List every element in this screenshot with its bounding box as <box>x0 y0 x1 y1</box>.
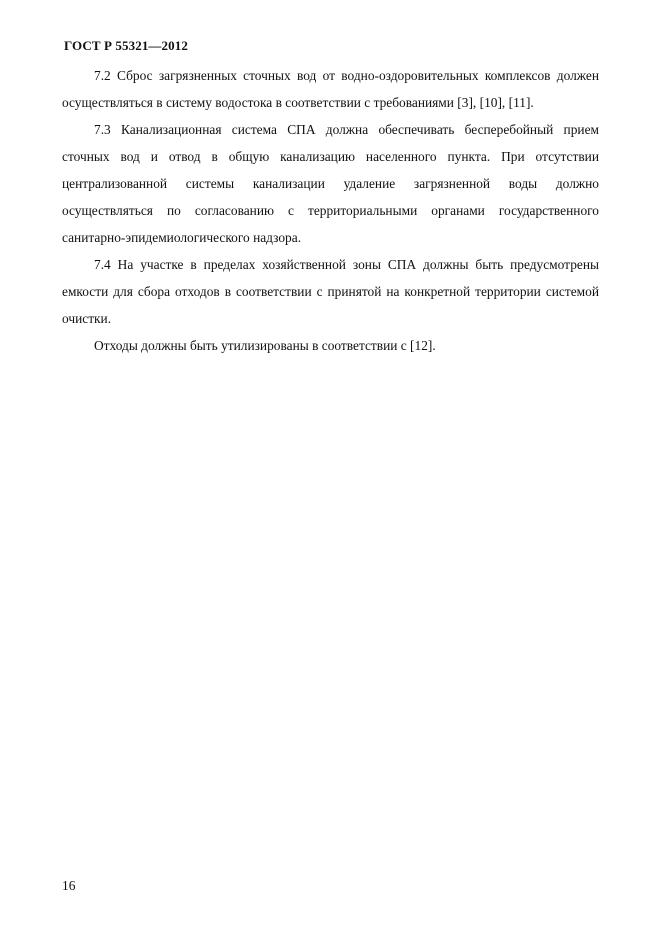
document-header-code: ГОСТ Р 55321—2012 <box>64 38 188 53</box>
paragraph-7-4: 7.4 На участке в пределах хозяйственной зоны СПА должны быть предусмотрены емкости для сбора отходов в соответствии с принятой на конкретной территории системой очистки. <box>62 257 599 326</box>
page-number: 16 <box>62 878 76 893</box>
paragraph-7-3: 7.3 Канализационная система СПА должна обеспечивать бесперебойный прием сточных вод и отвод в общую канализацию населенного пункта. При отсутствии централизованной системы канализации удаление загрязненной воды должно осуществляться по согласованию с территориальными органами государственного санитарно-эпидемиологического надзора. <box>62 122 599 245</box>
paragraph-7-2: 7.2 Сброс загрязненных сточных вод от водно-оздоровительных комплексов должен осуществляться в систему водостока в соответствии с требованиями [3], [10], [11]. <box>62 68 599 110</box>
document-body <box>62 62 599 359</box>
paragraph-waste-disposal: Отходы должны быть утилизированы в соответствии с [12]. <box>94 338 436 353</box>
